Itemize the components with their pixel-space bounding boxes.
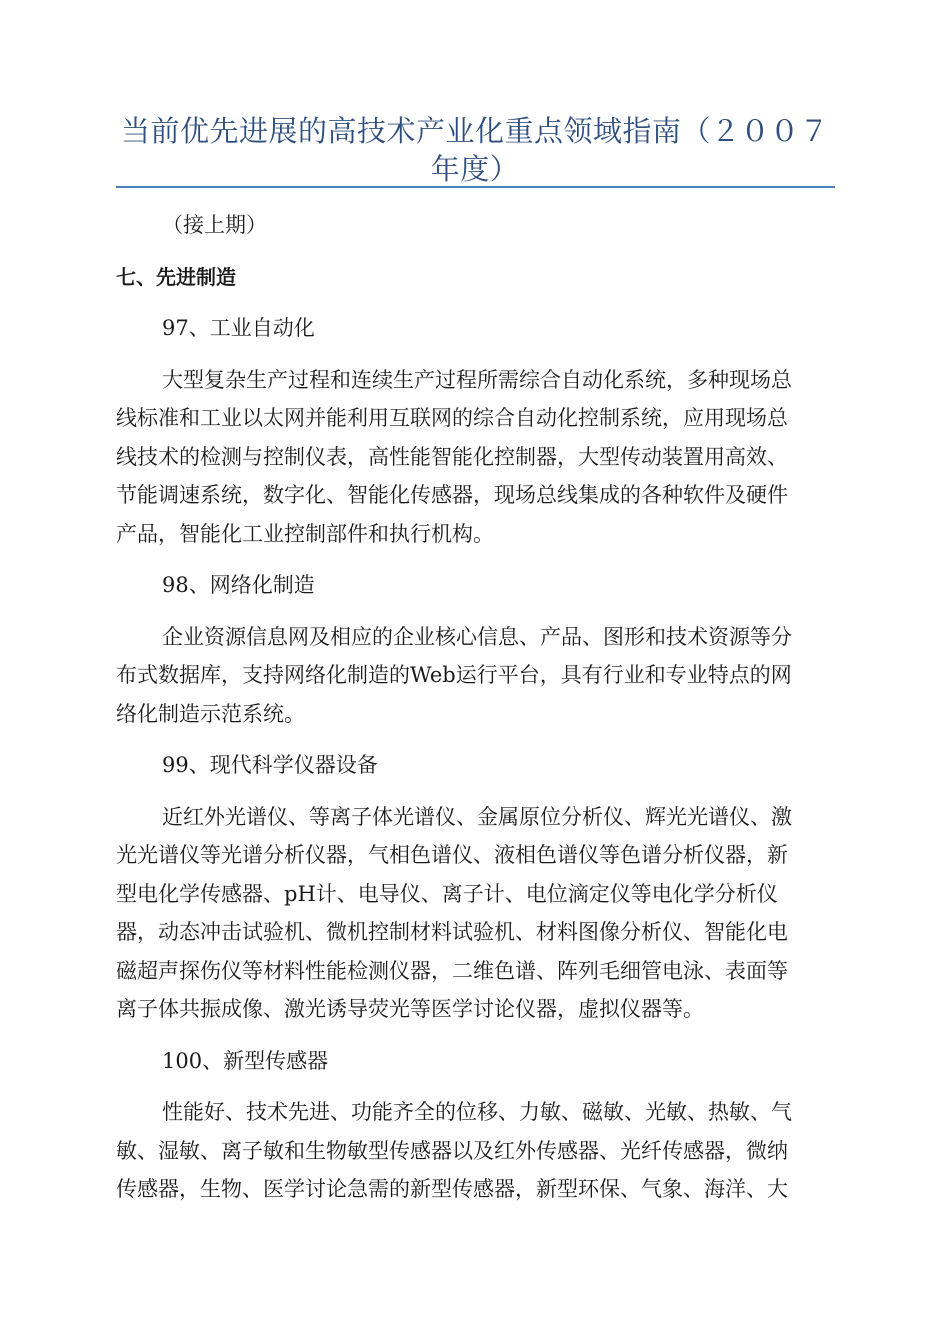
paragraph-line: 传感器，生物、医学讨论急需的新型传感器，新型环保、气象、海洋、大 (116, 1177, 788, 1201)
item-heading: 97、工业自动化 (162, 316, 315, 340)
paragraph-line: 产品，智能化工业控制部件和执行机构。 (116, 521, 494, 546)
paragraph-line: 线技术的检测与控制仪表，高性能智能化控制器，大型传动装置用高效、 (116, 444, 788, 469)
item-heading: 98、网络化制造 (162, 573, 315, 597)
paragraph-line: 布式数据库，支持网络化制造的Web运行平台，具有行业和专业特点的网 (116, 663, 792, 687)
paragraph-line: 络化制造示范系统。 (116, 701, 305, 726)
item-paragraph (116, 798, 834, 1029)
paragraph-line: 离子体共振成像、激光诱导荧光等医学讨论仪器，虚拟仪器等。 (116, 997, 704, 1021)
paragraph-line: 大型复杂生产过程和连续生产过程所需综合自动化系统，多种现场总 (162, 367, 792, 392)
paragraph-line: 线标准和工业以太网并能利用互联网的综合自动化控制系统，应用现场总 (116, 406, 788, 430)
paragraph-line: 敏、湿敏、离子敏和生物敏型传感器以及红外传感器、光纤传感器，微纳 (116, 1138, 788, 1163)
title-underline (116, 186, 835, 188)
document-body (116, 206, 834, 1222)
item-paragraph (116, 1093, 834, 1209)
paragraph-line: 器，动态冲击试验机、微机控制材料试验机、材料图像分析仪、智能化电 (116, 920, 788, 944)
title-line-2: 年度） (430, 152, 520, 186)
item-heading: 100、新型传感器 (162, 1048, 329, 1073)
document-title (116, 112, 834, 188)
paragraph-line: 光光谱仪等光谱分析仪器，气相色谱仪、液相色谱仪等色谱分析仪器，新 (116, 843, 788, 867)
paragraph-line: 磁超声探伤仪等材料性能检测仪器，二维色谱、阵列毛细管电泳、表面等 (116, 958, 788, 983)
paragraph-line: 性能好、技术先进、功能齐全的位移、力敏、磁敏、光敏、热敏、气 (162, 1100, 792, 1124)
item-heading: 99、现代科学仪器设备 (162, 753, 378, 777)
section-heading: 七、先进制造 (116, 264, 236, 289)
paragraph-line: 节能调速系统，数字化、智能化传感器，现场总线集成的各种软件及硬件 (116, 483, 788, 507)
paragraph-line: 企业资源信息网及相应的企业核心信息、产品、图形和技术资源等分 (162, 624, 792, 649)
item-paragraph (116, 618, 834, 734)
item-paragraph (116, 361, 834, 554)
paragraph-line: 型电化学传感器、pH计、电导仪、离子计、电位滴定仪等电化学分析仪 (116, 881, 778, 906)
paragraph-line: 近红外光谱仪、等离子体光谱仪、金属原位分析仪、辉光光谱仪、激 (162, 804, 792, 829)
continued-note: （接上期） (162, 213, 267, 237)
title-line-1: 当前优先进展的高技术产业化重点领域指南（２００７ (120, 114, 829, 148)
